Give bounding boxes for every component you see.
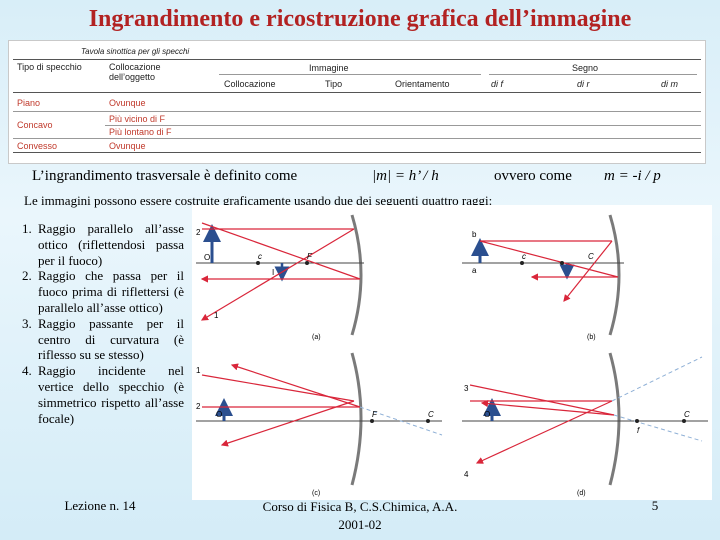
row-tipo: Concavo	[17, 120, 53, 130]
list-item	[22, 268, 184, 315]
header-sub-tipo: Tipo	[325, 79, 343, 89]
row-oggetto: Ovunque	[109, 141, 146, 151]
header-immagine: Immagine	[309, 63, 349, 73]
list-item	[22, 221, 184, 268]
rays-list	[22, 221, 184, 426]
focus-point	[560, 261, 564, 265]
ray-number: 4.	[22, 363, 32, 379]
label-C: C	[684, 410, 690, 419]
label-O: O	[216, 410, 223, 419]
label-ray-2: 2	[196, 228, 201, 237]
label-F: F	[372, 410, 377, 419]
label-a: a	[472, 266, 477, 275]
footer-course: Corso di Fisica B, C.S.Chimica, A.A. 2001-02	[262, 499, 458, 532]
table-row-rule	[105, 125, 701, 126]
ray-number: 2.	[22, 268, 32, 284]
label-C: C	[588, 252, 594, 261]
header-sub-di-m: di m	[661, 79, 679, 89]
row-tipo: Piano	[17, 98, 41, 108]
label-ray-2: 2	[196, 402, 201, 411]
center-point	[520, 261, 524, 265]
label-f: f	[637, 426, 640, 435]
focus-point	[305, 261, 309, 265]
ray-number: 1.	[22, 221, 32, 236]
concave-mirror	[610, 353, 619, 485]
label-ray-1: 1	[214, 311, 219, 320]
table-caption: Tavola sinottica per gli specchi	[81, 47, 190, 56]
ray-diagram-figure	[192, 205, 712, 500]
header-sub-orientamento: Orientamento	[395, 79, 450, 89]
header-sub-di-r: di r	[577, 79, 590, 89]
diagram-panel-a	[196, 215, 364, 341]
list-item	[22, 316, 184, 363]
construction-subtitle: Le immagini possono essere costruite graficamente usando due dei seguenti quattro raggi:	[24, 193, 493, 208]
label-panel-d: (d)	[577, 490, 586, 497]
label-c: c	[522, 252, 526, 261]
magnification-formula: |m| = h’ / h	[372, 168, 439, 184]
virtual-ray	[612, 357, 702, 401]
magnification-text: L’ingrandimento trasversale è definito come	[32, 168, 298, 184]
ray	[564, 241, 612, 301]
table-subrule	[219, 74, 481, 75]
table-rule	[13, 59, 701, 60]
label-panel-b: (b)	[587, 334, 596, 341]
slide-title: Ingrandimento e ricostruzione grafica dell’immagine	[88, 6, 632, 32]
magnification-connector: ovvero come	[494, 168, 572, 184]
label-C: C	[428, 410, 434, 419]
ray-text: Raggio parallelo all’asse ottico (riflettendosi passa per il fuoco)	[38, 221, 184, 268]
label-O: O	[204, 253, 211, 262]
ray	[232, 365, 360, 407]
header-collocazione-oggetto: Collocazione dell’oggetto	[109, 62, 161, 82]
row-oggetto: Più lontano di F	[109, 127, 172, 137]
label-ray-3: 3	[464, 384, 469, 393]
table-rule	[13, 152, 701, 153]
row-oggetto: Ovunque	[109, 98, 146, 108]
label-ray-4: 4	[464, 470, 469, 479]
diagram-panel-d	[462, 353, 708, 497]
magnification-formula-signed: m = -i / p	[604, 168, 661, 184]
list-item	[22, 363, 184, 426]
label-panel-a: (a)	[312, 334, 321, 341]
label-b: b	[472, 230, 477, 239]
header-tipo: Tipo di specchio	[17, 62, 82, 72]
label-F: F	[307, 252, 312, 261]
ray-text: Raggio che passa per il fuoco prima di riflettersi (è parallelo all’asse ottico)	[38, 268, 184, 315]
footer-lesson: Lezione n. 14	[64, 498, 136, 513]
ray-number: 3.	[22, 315, 32, 331]
ray-text: Raggio incidente nel vertice dello specchio (è simmetrico rispetto all’asse focale)	[38, 363, 184, 426]
table-row-rule	[13, 138, 701, 139]
row-oggetto: Più vicino di F	[109, 114, 166, 124]
row-tipo: Convesso	[17, 141, 58, 151]
header-sub-di-f: di f	[491, 79, 504, 89]
center-point	[256, 261, 260, 265]
ray	[222, 401, 354, 445]
diagram-panel-c	[196, 353, 442, 497]
table-rule	[13, 92, 701, 93]
label-O: O	[484, 410, 491, 419]
center-point	[426, 419, 430, 423]
ray-text: Raggio passante per il centro di curvatura (è riflesso su se stesso)	[38, 315, 184, 363]
diagram-panel-b	[462, 215, 624, 341]
ray	[477, 401, 612, 463]
synoptic-table	[8, 40, 706, 164]
ray	[202, 229, 354, 320]
focus-point	[635, 419, 639, 423]
concave-mirror	[352, 215, 361, 335]
center-point	[682, 419, 686, 423]
header-sub-collocazione: Collocazione	[224, 79, 276, 89]
table-subrule	[489, 74, 697, 75]
label-c: c	[258, 252, 262, 261]
table-row-rule	[13, 111, 701, 112]
label-panel-c: (c)	[312, 490, 321, 497]
header-segno: Segno	[572, 63, 599, 73]
label-I: I	[272, 268, 275, 277]
footer-page-number: 5	[651, 498, 659, 513]
concave-mirror	[352, 353, 361, 485]
focus-point	[370, 419, 374, 423]
label-ray-1: 1	[196, 366, 201, 375]
